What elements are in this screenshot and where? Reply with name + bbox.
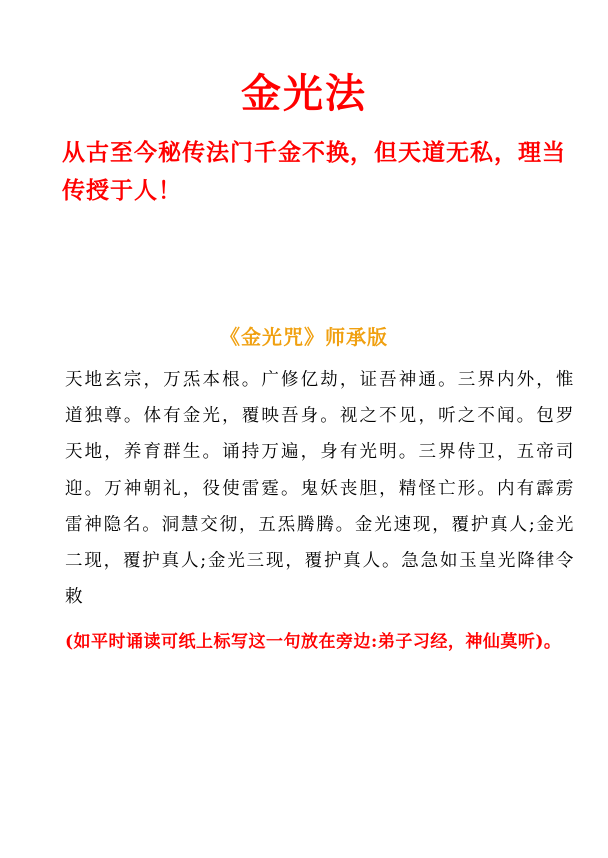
mantra-body-text: 天地玄宗，万炁本根。广修亿劫，证吾神通。三界内外，惟道独尊。体有金光，覆映吾身。视之不见，听之不闻。包罗天地，养育群生。诵持万遍，身有光明。三界侍卫，五帝司迎。万神朝礼，役使雷霆。鬼妖丧胆，精怪亡形。内有霹雳雷神隐名。洞慧交彻，五炁腾腾。金光速现，覆护真人;金光二现，覆护真人;金光三现，覆护真人。急急如玉皇光降律令敕 [65, 370, 576, 608]
section-heading: 《金光咒》师承版 [220, 325, 388, 349]
page-subtitle: 从古至今秘传法门千金不换，但天道无私，理当传授于人！ [62, 140, 566, 204]
recitation-note: (如平时诵读可纸上标写这一句放在旁边:弟子习经，神仙莫听)。 [65, 632, 562, 652]
page-title: 金光法 [241, 71, 367, 117]
